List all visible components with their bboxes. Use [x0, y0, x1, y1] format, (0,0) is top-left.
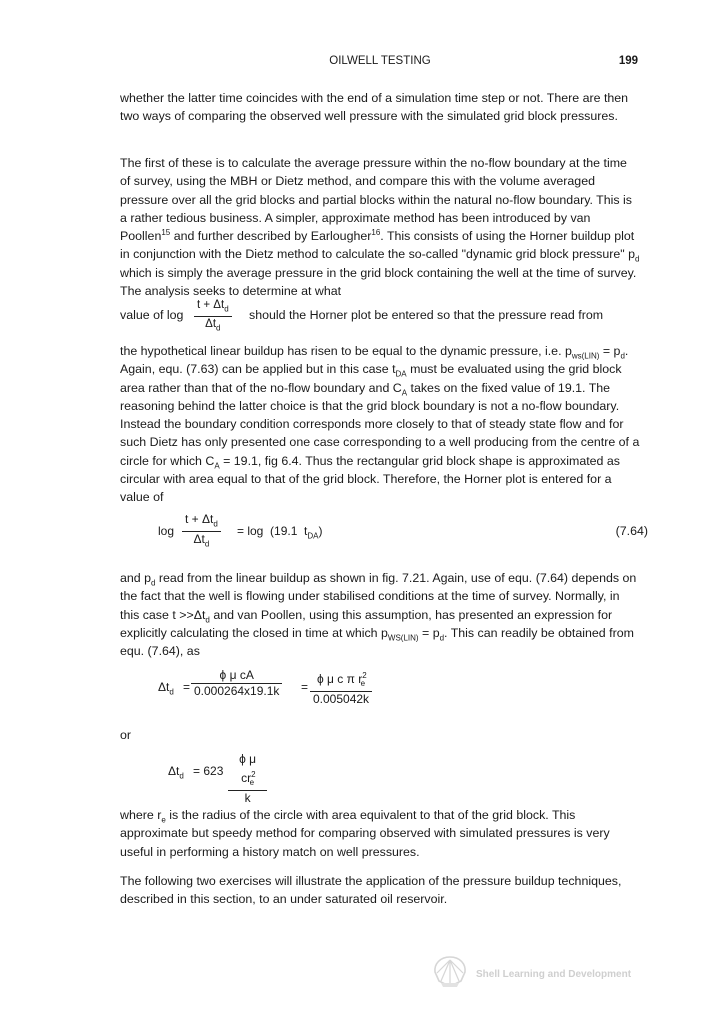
horner-fraction [194, 298, 232, 336]
eq-a-fraction-1: $\frac{\text{ϕ μ cA}}{0.000264x19.1k}$ [191, 668, 282, 699]
page-number: 199 [618, 55, 638, 67]
horner-fraction-numerator: $t + \Delta t_d$ [194, 298, 232, 317]
footer-brand: Shell Learning and Development [476, 969, 632, 980]
p2-text-b: and further described by Earlougher [170, 229, 372, 244]
equation-delta-td-623: $\Delta t_d$ = 623 $\frac{\phi \mu cr^2_e}{k}$ [168, 752, 298, 796]
paragraph-3: the hypothetical linear buildup has risen to be equal to the dynamic pressure, i.e. $p_{ws(LIN)} = p_d$. Again, equ. (7.63) can be applied but in this case $t_{DA}$ must be evaluated using the grid block area rather than that of the no-flow boundary and $C_A$ takes on the fixed value of 19.1. The reasoning behind the latter choice is that the grid block boundary is not a no-flow boundary. Instead the boundary condition corresponds more closely to that of steady state flow and for such Dietz has only presented one case corresponding to a well producing from the centre of a circle for which $C_A = 19.1$, fig 6.4. Thus the rectangular grid block shape is approximated as circular with area equal to that of the grid block. Therefore, the Horner plot is entered for a value of [120, 344, 640, 505]
eq764-rhs: = log (19.1 $t_{DA}$) [237, 524, 323, 541]
shell-logo-icon [432, 954, 468, 988]
paragraph-5: where $r_e$ is the radius of the circle with area equivalent to that of the grid block. This approximate but speedy method for comparing observed with simulated pressures is very useful in performing a history match on well pressures. [120, 808, 610, 859]
equation-number-7-64: (7.64) [615, 524, 648, 538]
or-connector: or [120, 728, 132, 742]
paragraph-1: whether the latter time coincides with the end of a simulation time step or not. There are then two ways of comparing the observed well pressure with the simulated grid block pressures. [120, 91, 629, 124]
eq-b-fraction: $\frac{\phi \mu cr^2_e}{k}$ [228, 752, 267, 806]
value-of-log-tail: should the Horner plot be entered so that the pressure read from [249, 308, 604, 322]
p2-text-d: which is simply the average pressure in the grid block containing the well at the time of survey. The analysis seeks to determine at what [120, 265, 637, 299]
paragraph-2 [120, 154, 640, 300]
reference-16: 16 [371, 228, 381, 238]
equation-delta-td-area: $\Delta t_d$ = $\frac{\text{ϕ μ cA}}{0.000264x19.1k}$ = $\frac{\phi \mu c \pi r^2_e}{0.005042k}$ [158, 668, 438, 712]
header-title: OILWELL TESTING [329, 55, 431, 67]
eq764-log: log [158, 524, 175, 538]
eq-a-fraction-2: $\frac{\phi \mu c \pi r^2_e}{0.005042k}$ [310, 668, 372, 707]
p2-sub-d: d [635, 254, 640, 264]
reference-15: 15 [161, 228, 171, 238]
p2-text-c: . This consists of using the Horner buildup plot in conjunction with the Dietz method to calculate the so-called "dynamic grid block pressure" p [120, 229, 636, 262]
value-of-log-line [120, 298, 640, 338]
running-header [120, 55, 640, 71]
equation-7-64 [158, 512, 648, 556]
eq764-fraction: $t + \Delta t_d$ $\Delta t_d$ [182, 512, 221, 552]
eq-a-lhs: $\Delta t_d$ [158, 680, 174, 697]
paragraph-6: The following two exercises will illustrate the application of the pressure buildup techniques, described in this section, to an under saturated oil reservoir. [120, 874, 622, 907]
paragraph-4: and $p_d$ read from the linear buildup as shown in fig. 7.21. Again, use of equ. (7.64) depends on the fact that the well is flowing under stabilised conditions at the time of survey. Normally, in this case $t >>\Delta t_d$ and van Poollen, using this assumption, has presented an expression for explicitly calculating the closed in time at which $p_{WS(LIN)} = p_d$. This can readily be obtained from equ. (7.64), as [120, 571, 637, 659]
value-of-log-lead: value of log [120, 308, 184, 322]
horner-fraction-denominator: $\Delta t_d$ [205, 318, 221, 333]
eq-b-lhs: $\Delta t_d$ [168, 764, 184, 781]
p2-text-a: The first of these is to calculate the average pressure within the no-flow boundary at the time of survey, using the MBH or Dietz method, and compare this with the volume averaged pressure over all the grid blocks and partial blocks within the natural no-flow boundary. This is a rather tedious business. A simpler, approximate method has been introduced by van Poollen [120, 156, 632, 244]
